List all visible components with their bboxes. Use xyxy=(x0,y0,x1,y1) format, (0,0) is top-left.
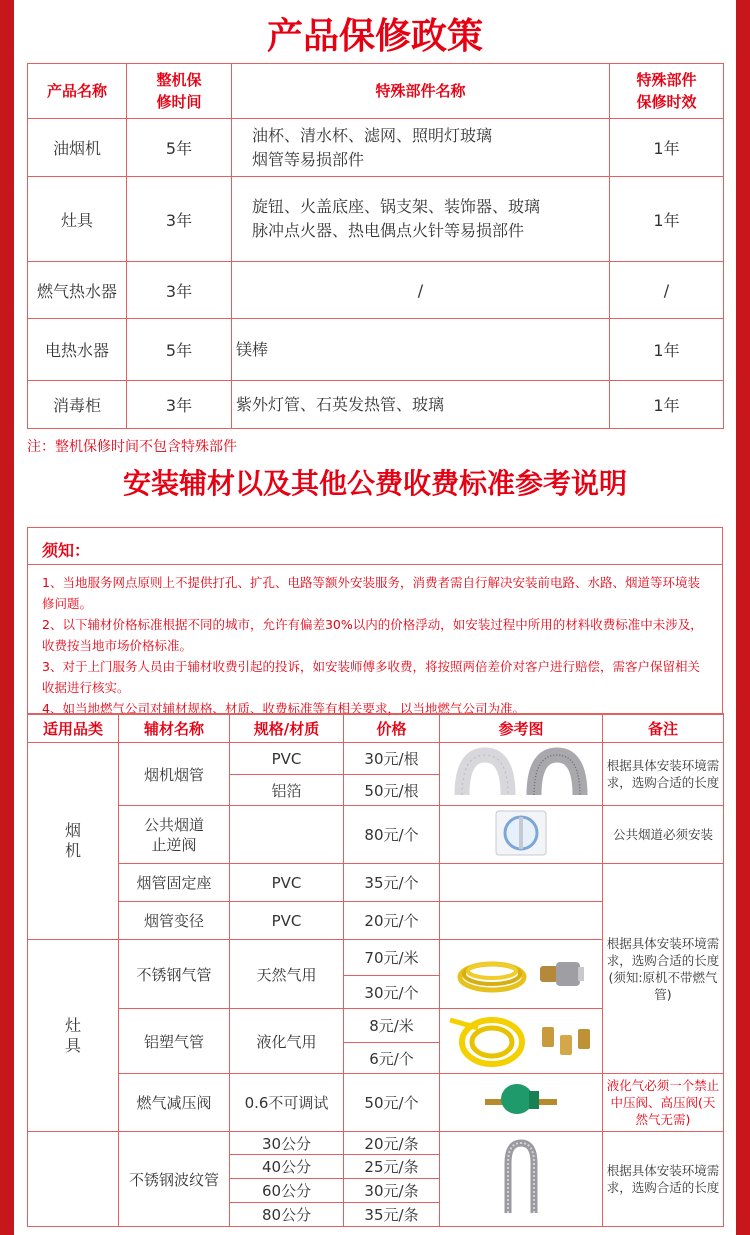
material-spec: PVC xyxy=(230,902,344,940)
material-price: 8元/米 xyxy=(344,1009,440,1043)
material-spec: 液化气用 xyxy=(230,1009,344,1074)
material-name: 不锈钢波纹管 xyxy=(119,1132,230,1227)
check-valve-icon xyxy=(492,808,550,858)
material-price: 6元/个 xyxy=(344,1043,440,1074)
material-name: 铝塑气管 xyxy=(119,1009,230,1074)
fees-title: 安装辅材以及其他公费收费标准参考说明 xyxy=(122,467,627,500)
special-parts xyxy=(232,177,610,262)
header-material: 辅材名称 xyxy=(119,714,230,743)
remark: 根据具体安装环境需求，选购合适的长度(须知:原机不带燃气管) xyxy=(603,864,724,1074)
header-picture: 参考图 xyxy=(440,714,603,743)
warranty-title: 产品保修政策 xyxy=(266,16,483,57)
yellow-pipe-coil-icon xyxy=(448,1012,528,1070)
notice-divider xyxy=(28,564,722,565)
material-spec xyxy=(230,806,344,864)
frame-left-bar xyxy=(0,0,14,1235)
table-row xyxy=(28,319,724,381)
material-price: 50元/根 xyxy=(344,775,440,806)
material-spec: 0.6不可调试 xyxy=(230,1074,344,1132)
product-name: 燃气热水器 xyxy=(28,262,127,319)
material-price: 30元/根 xyxy=(344,743,440,775)
header-spec: 规格/材质 xyxy=(230,714,344,743)
gas-pipe-picture xyxy=(440,947,602,1001)
parts-line: 脉冲点火器、热电偶点火针等易损部件 xyxy=(252,221,525,240)
special-parts xyxy=(232,119,610,177)
brass-connectors-icon xyxy=(538,1021,594,1061)
notice-item: 4、如当地燃气公司对辅材规格、材质、收费标准等有相关要求，以当地燃气公司为准。 xyxy=(42,701,525,716)
remark: 根据具体安装环境需求，选购合适的长度 xyxy=(603,743,724,806)
warranty-period: 5年 xyxy=(127,319,232,381)
parts-line: 烟管等易损部件 xyxy=(252,149,365,169)
gas-pipe-image-cell xyxy=(440,940,603,1009)
remark: 液化气必须一个禁止中压阀、高压阀(天然气无需) xyxy=(603,1074,724,1132)
material-spec: 天然气用 xyxy=(230,940,344,1009)
category-stove: 灶 具 xyxy=(28,940,119,1132)
header-parts: 特殊部件名称 xyxy=(232,64,610,119)
regulator-image-cell xyxy=(440,1074,603,1132)
material-name: 烟管变径 xyxy=(119,902,230,940)
special-parts: 镁棒 xyxy=(232,319,610,381)
parts-period: 1年 xyxy=(610,381,724,429)
material-spec: 30公分 xyxy=(230,1132,344,1155)
special-parts: 紫外灯管、石英发热管、玻璃 xyxy=(232,381,610,429)
table-row xyxy=(28,806,724,864)
material-name: 公共烟道 止逆阀 xyxy=(119,806,230,864)
duct-picture xyxy=(440,747,602,801)
table-row xyxy=(28,381,724,429)
material-price: 35元/个 xyxy=(344,864,440,902)
table-row xyxy=(28,864,724,902)
duct-image-cell xyxy=(440,743,603,806)
valve-image-cell xyxy=(440,806,603,864)
material-spec: 80公分 xyxy=(230,1203,344,1227)
notice-item: 2、以下辅材价格标准根据不同的城市，允许有偏差30%以内的价格浮动，如安装过程中所用的材料收费标准中未涉及，收费按当地市场价格标准。 xyxy=(42,617,703,653)
material-price: 30元/条 xyxy=(344,1179,440,1203)
notice-text xyxy=(42,572,712,719)
material-price: 20元/个 xyxy=(344,902,440,940)
material-spec: PVC xyxy=(230,743,344,775)
parts-period: / xyxy=(610,262,724,319)
warranty-table xyxy=(27,63,724,429)
pvc-duct-icon xyxy=(454,747,516,801)
parts-period: 1年 xyxy=(610,319,724,381)
frame-right-bar xyxy=(736,0,750,1235)
warranty-header-row xyxy=(28,64,724,119)
material-price: 80元/个 xyxy=(344,806,440,864)
product-name: 灶具 xyxy=(28,177,127,262)
parts-line: 旋钮、火盖底座、锅支架、装饰器、玻璃 xyxy=(252,197,541,216)
material-price: 20元/条 xyxy=(344,1132,440,1155)
warranty-period: 5年 xyxy=(127,119,232,177)
empty-image-cell xyxy=(440,902,603,940)
empty-category-cell xyxy=(28,1132,119,1227)
parts-line: 油杯、清水杯、滤网、照明灯玻璃 xyxy=(252,125,493,145)
material-spec: PVC xyxy=(230,864,344,902)
parts-period: 1年 xyxy=(610,119,724,177)
special-parts: / xyxy=(232,262,610,319)
warranty-period: 3年 xyxy=(127,262,232,319)
warranty-period: 3年 xyxy=(127,381,232,429)
notice-box xyxy=(27,527,723,715)
foil-duct-icon xyxy=(526,747,588,801)
material-name: 烟机烟管 xyxy=(119,743,230,806)
alu-pipe-picture xyxy=(440,1012,602,1070)
yellow-gas-hose-icon xyxy=(456,947,528,1001)
material-name: 不锈钢气管 xyxy=(119,940,230,1009)
fees-table xyxy=(27,713,724,1227)
header-parts-period: 特殊部件 保修时效 xyxy=(610,64,724,119)
warranty-note: 注：整机保修时间不包含特殊部件 xyxy=(27,439,237,455)
product-name: 电热水器 xyxy=(28,319,127,381)
material-name: 燃气减压阀 xyxy=(119,1074,230,1132)
header-category: 适用品类 xyxy=(28,714,119,743)
table-row xyxy=(28,1074,724,1132)
material-price: 50元/个 xyxy=(344,1074,440,1132)
table-row xyxy=(28,119,724,177)
material-spec: 40公分 xyxy=(230,1155,344,1179)
table-row xyxy=(28,743,724,775)
pressure-regulator-icon xyxy=(483,1079,559,1123)
bellows-image-cell xyxy=(440,1132,603,1227)
header-period: 整机保 修时间 xyxy=(127,64,232,119)
header-price: 价格 xyxy=(344,714,440,743)
table-row xyxy=(28,1132,724,1155)
material-price: 70元/米 xyxy=(344,940,440,976)
warranty-period: 3年 xyxy=(127,177,232,262)
bellows-hose-icon xyxy=(496,1137,546,1217)
product-name: 油烟机 xyxy=(28,119,127,177)
remark: 根据具体安装环境需求，选购合适的长度 xyxy=(603,1132,724,1227)
notice-item: 1、当地服务网点原则上不提供打孔、扩孔、电路等额外安装服务，消费者需自行解决安装前电路、水路、烟道等环境装修问题。 xyxy=(42,575,700,611)
material-spec: 60公分 xyxy=(230,1179,344,1203)
notice-title: 须知： xyxy=(42,541,91,560)
header-product: 产品名称 xyxy=(28,64,127,119)
header-remark: 备注 xyxy=(603,714,724,743)
material-spec: 铝箔 xyxy=(230,775,344,806)
remark: 公共烟道必须安装 xyxy=(603,806,724,864)
material-name: 烟管固定座 xyxy=(119,864,230,902)
table-row xyxy=(28,177,724,262)
parts-period: 1年 xyxy=(610,177,724,262)
fees-header-row xyxy=(28,714,724,743)
category-hood: 烟 机 xyxy=(28,743,119,940)
product-name: 消毒柜 xyxy=(28,381,127,429)
table-row xyxy=(28,262,724,319)
material-price: 30元/个 xyxy=(344,976,440,1009)
empty-image-cell xyxy=(440,864,603,902)
brass-fitting-icon xyxy=(538,954,586,994)
material-price: 25元/条 xyxy=(344,1155,440,1179)
notice-item: 3、对于上门服务人员由于辅材收费引起的投诉，如安装师傅多收费，将按照两倍差价对客户进行赔偿，需客户保留相关收据进行核实。 xyxy=(42,659,700,695)
material-price: 35元/条 xyxy=(344,1203,440,1227)
alu-pipe-image-cell xyxy=(440,1009,603,1074)
